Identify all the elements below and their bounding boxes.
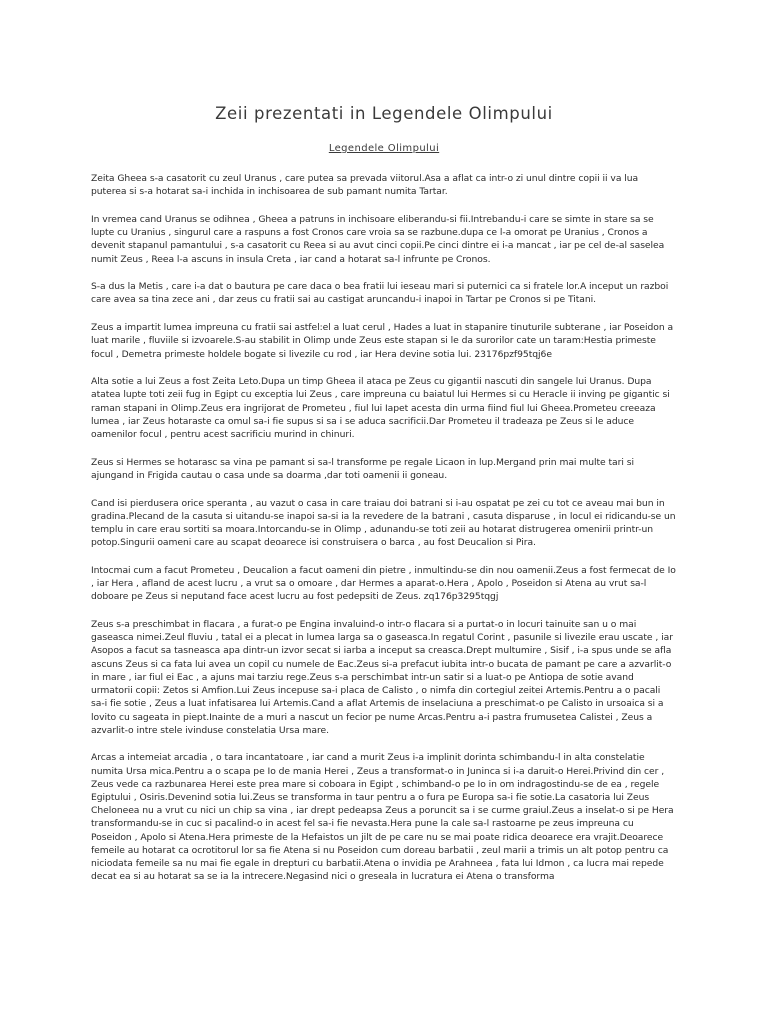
document-body [91,172,676,898]
paragraph: S-a dus la Metis , care i-a dat o bautura pe care daca o bea fratii lui ieseau mari si puternici ca si fratele lor.A inceput un razboi care avea sa tina zece ani , dar zeus cu fratii sai au castigat aruncandu-i inapoi in Tartar pe Cronos si pe Titani. [91,281,669,306]
paragraph: Cand isi pierdusera orice speranta , au vazut o casa in care traiau doi batrani si i-au ospatat pe zei cu tot ce aveau mai bun in gradina.Plecand de la casuta si uitandu-se inapoi sa-si ia la revedere de la batrani , casuta disparuse , in locul ei ridicandu-se un templu in care erau sortiti sa moara.Intorcandu-se in Olimp , adunandu-se toti zeii au hotarat distrugerea omenirii printr-un potop.Singurii oameni care au scapat deoarece isi construisera o barca , au fost Deucalion si Pira. [91,497,676,549]
paragraph: Intocmai cum a facut Prometeu , Deucalion a facut oameni din pietre , inmultindu-se din nou oamenii.Zeus a fost fermecat de Io , iar Hera , afland de acest lucru , a vrut sa o omoare , dar Hermes a aparat-o.Hera , Apolo , Poseidon si Atena au vrut sa-l doboare pe Zeus si neputand face acest lucru au fost pedepsiti de Zeus. zq176p3295tqgj [91,564,676,603]
paragraph: Zeita Gheea s-a casatorit cu zeul Uranus , care putea sa prevada viitorul.Asa a aflat ca intr-o zi unul dintre copii ii va lua puterea si s-a hotarat sa-i inchida in inchisoarea de sub pamant numita Tartar. [91,173,639,198]
paragraph: Zeus a impartit lumea impreuna cu fratii sai astfel:el a luat cerul , Hades a luat in stapanire tinuturile subterane , iar Poseidon a luat marile , fluviile si izvoarele.S-au stabilit in Olimp unde Zeus este stapan si le da surorilor cate un taram:Hestia primeste focul , Demetra primeste holdele bogate si livezile cu rod , iar Hera devine sotia lui. 23176pzf95tqj6e [91,322,674,360]
paragraph: Zeus s-a preschimbat in flacara , a furat-o pe Engina invaluind-o intr-o flacara si a purtat-o in locuri tainuite san u o mai gaseasca nimei.Zeul fluviu , tatal ei a plecat in lumea larga sa o gaseasca.In regatul Corint , pasunile si livezile erau uscate , iar Asopos a facut sa tasneasca apa dintr-un izvor secat si iarba a inceput sa creasca.Drept multumire , Sisif , i-a spus unde se afla ascuns Zeus si ca fata lui avea un copil cu numele de Eac.Zeus si-a prefacut iubita intr-o bucata de pamant pe care a azvarlit-o in mare , iar fiul ei Eac , a ajuns mai tarziu rege.Zeus s-a perschimbat intr-un satir si a luat-o pe Antiopa de sotie avand urmatorii copii: Zetos si Amfion.Lui Zeus incepuse sa-i placa de Calisto , o nimfa din cortegiul zeitei Artemis.Pentru a o pacali sa-i fie sotie , Zeus a luat infatisarea lui Artemis.Cand a aflat Artemis de inselaciuna a preschimat-o pe Calisto in ursoaica si a lovito cu sageata in piept.Inainte de a muri a nascut un fecior pe nume Arcas.Pentru a-i pastra frumusetea Calistei , Zeus a azvarlit-o intre stele ivinduse constelatia Ursa mare. [91,619,673,736]
document-subtitle-link[interactable]: Legendele Olimpului [328,143,440,154]
paragraph: In vremea cand Uranus se odihnea , Gheea a patruns in inchisoare eliberandu-si fii.Intrebandu-i care se simte in stare sa se lupte cu Uranius , singurul care a raspuns a fost Cronos care vroia sa se razbune.dupa ce l-a omorat pe Uranius , Cronos a devenit stapanul pamantului , s-a casatorit cu Reea si au avut cinci copii.Pe cinci dintre ei i-a mancat , iar pe cel de-al saselea numit Zeus , Reea l-a ascuns in insula Creta , iar cand a hotarat sa-l infrunte pe Cronos. [91,213,665,265]
paragraph: Arcas a intemeiat arcadia , o tara incantatoare , iar cand a murit Zeus i-a implinit dorinta schimbandu-l in alta constelatie numita Ursa mica.Pentru a o scapa pe Io de mania Herei , Zeus a transformat-o in Juninca si i-a daruit-o Herei.Privind din cer , Zeus vede ca razbunarea Herei este prea mare si coboara in Egipt , schimband-o pe Io in om indragostindu-se de ea , regele Egiptului , Osiris.Devenind sotia lui.Zeus se transforma in taur pentru a o fura pe Europa sa-i fie sotie.La casatoria lui Zeus Cheloneea nu a vrut cu nici un chip sa vina , iar drept pedeapsa Zeus a poruncit sa i se curme graiul.Zeus a inselat-o si pe Hera transformandu-se in cuc si pacalind-o in acest fel sa-i fie nevasta.Hera pune la cale sa-l rastoarne pe zeus impreuna cu Poseidon , Apolo si Atena.Hera primeste de la Hefaistos un jilt de pe care nu se mai poate ridica deoarece era vrajit.Deoarece femeile au hotarat ca ocrotitorul lor sa fie Atena si nu Poseidon cum doreau barbatii , zeul marii a trimis un alt potop pentru ca niciodata femeile sa nu mai fie egale in drepturi cu barbatii.Atena o invidia pe Arahneea , fata lui Idmon , ca lucra mai repede decat ea si au hotarat sa se ia la intrecere.Negasind nici o greseala in lucratura ei Atena o transforma [91,752,674,883]
document-title: Zeii prezentati in Legendele Olimpului [215,104,553,123]
paragraph: Alta sotie a lui Zeus a fost Zeita Leto.Dupa un timp Gheea il ataca pe Zeus cu gigantii nascuti din sangele lui Uranus. Dupa atatea lupte toti zeii fug in Egipt cu exceptia lui Zeus , care impreuna cu baiatul lui Hermes si cu Heracle ii inving pe gigantic si raman stapani in Olimp.Zeus era ingrijorat de Prometeu , fiul lui Iapet acesta din urma fiind fiul lui Gheea.Prometeu creeaza lumea , iar Zeus hotaraste ca omul sa-i fie supus si sa i se aduca sacrificii.Dar Prometeu il tradeaza pe Zeus si le aduce oamenilor focul , pentru acest sacrificiu murind in chinuri. [91,376,670,441]
paragraph: Zeus si Hermes se hotarasc sa vina pe pamant si sa-l transforme pe regale Licaon in lup.Mergand prin mai multe tari si ajungand in Frigida cautau o casa unde sa doarma ,dar toti oamenii ii goneau. [91,456,634,481]
